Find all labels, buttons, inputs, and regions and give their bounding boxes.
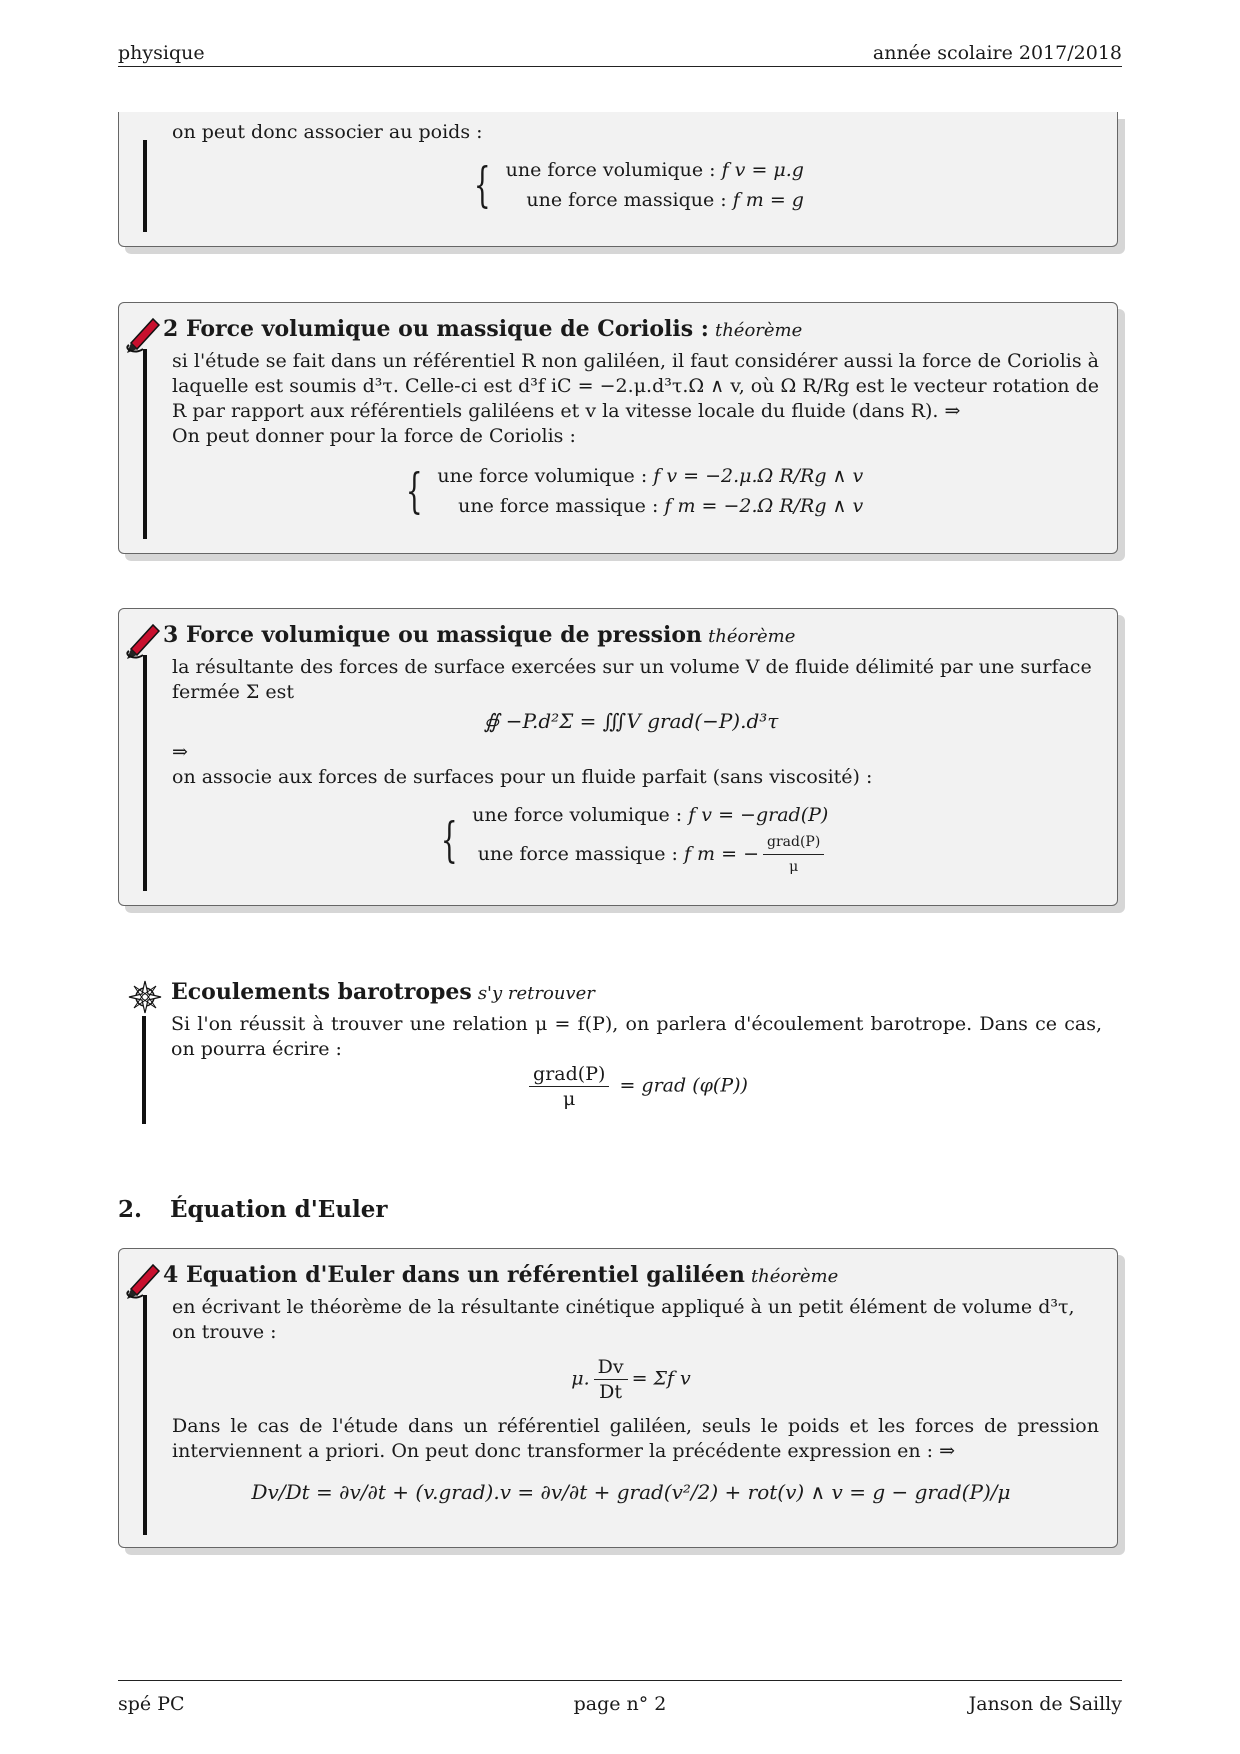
barotropic-equation: $\frac{\text{grad(P)}}{\mu}$ = grad (φ(P)) bbox=[171, 1062, 1102, 1111]
pressure-eq2: une force massique : f m = − $\frac{\text{grad(P)}}{\mu}$ bbox=[478, 843, 829, 865]
box-side-bar bbox=[142, 1016, 146, 1124]
retrouver-tag: s'y retrouver bbox=[477, 983, 595, 1004]
footer-class: spé PC bbox=[118, 1693, 185, 1715]
theorem-tag: théorème bbox=[708, 626, 796, 647]
compass-rose-icon bbox=[128, 980, 162, 1014]
section-number: 2. bbox=[118, 1196, 143, 1223]
pressure-paragraph-2: on associe aux forces de surfaces pour un fluide parfait (sans viscosité) : bbox=[172, 766, 873, 788]
pressure-integral-equation: ∯ −P.d²Σ = ∭V grad(−P).d³τ bbox=[483, 709, 779, 733]
theorem-tag: théorème bbox=[750, 1266, 839, 1287]
section-title: Équation d'Euler bbox=[170, 1196, 388, 1223]
euler-theorem-box bbox=[118, 1248, 1118, 1548]
pressure-paragraph: la résultante des forces de surface exercées sur un volume V de fluide délimité par une surface fermée Σ est bbox=[172, 656, 1092, 703]
euler-paragraph-2: Dans le cas de l'étude dans un référentiel galiléen, seuls le poids et les forces de pression interviennent a priori. On peut donc transformer la précédente expression en : ⇒ bbox=[172, 1415, 1099, 1462]
coriolis-eq1: une force volumique : f v = −2.μ.Ω R/Rg ∧ v bbox=[437, 465, 864, 487]
box-side-bar bbox=[143, 140, 147, 232]
weight-force-box bbox=[118, 112, 1118, 247]
pressure-title: 3 Force volumique ou massique de pression bbox=[163, 622, 703, 648]
pressure-theorem-box bbox=[118, 608, 1118, 906]
box-side-bar bbox=[143, 655, 147, 891]
coriolis-system: { une force volumique : f v = −2.μ.Ω R/Rg ∧ v une force massique : f m = −2.Ω R/Rg ∧ v bbox=[405, 463, 864, 519]
euler-equation-1: μ. $\frac{Dv}{Dt}$ = Σf v bbox=[571, 1356, 691, 1403]
pressure-system: { une force volumique : f v = −grad(P) une force massique : f m = − $\frac{\text{grad(P)}}{\mu}$ bbox=[440, 804, 829, 875]
page-header bbox=[118, 40, 1122, 67]
box1-eq1: une force volumique : f v = μ.g bbox=[505, 159, 804, 181]
box-side-bar bbox=[143, 349, 147, 539]
coriolis-title: 2 Force volumique ou massique de Coriolis : bbox=[163, 316, 709, 342]
euler-paragraph: en écrivant le théorème de la résultante cinétique appliqué à un petit élément de volume d³τ, on trouve : bbox=[172, 1296, 1075, 1343]
header-year: année scolaire 2017/2018 bbox=[872, 42, 1122, 64]
coriolis-eq2: une force massique : f m = −2.Ω R/Rg ∧ v bbox=[458, 495, 864, 517]
box-side-bar bbox=[143, 1295, 147, 1535]
coriolis-paragraph-2: On peut donner pour la force de Coriolis : bbox=[172, 425, 576, 447]
barotropic-title: Ecoulements barotropes bbox=[171, 979, 472, 1005]
section-heading bbox=[118, 1196, 388, 1223]
page-footer bbox=[118, 1680, 1122, 1721]
coriolis-theorem-box bbox=[118, 302, 1118, 554]
pressure-eq1: une force volumique : f v = −grad(P) bbox=[472, 804, 829, 826]
euler-title: 4 Equation d'Euler dans un référentiel galiléen bbox=[163, 1262, 745, 1288]
page-number: page n° 2 bbox=[573, 1693, 667, 1715]
implies-symbol: ⇒ bbox=[172, 741, 188, 763]
box1-eq2: une force massique : f m = g bbox=[526, 189, 804, 211]
barotropic-section bbox=[118, 972, 1116, 1132]
euler-equation-2: Dv/Dt = ∂v/∂t + (v.grad).v = ∂v/∂t + grad(v²/2) + rot(v) ∧ v = g − grad(P)/μ bbox=[251, 1480, 1011, 1504]
box1-text: on peut donc associer au poids : bbox=[172, 121, 483, 143]
header-subject: physique bbox=[118, 42, 205, 64]
box1-system: { une force volumique : f v = μ.g une force massique : f m = g bbox=[473, 157, 804, 213]
footer-school: Janson de Sailly bbox=[968, 1693, 1122, 1715]
coriolis-paragraph: si l'étude se fait dans un référentiel R non galiléen, il faut considérer aussi la force de Coriolis à laquelle est soumis d³τ. Celle-ci est d³f iC = −2.μ.d³τ.Ω ∧ v, où Ω R/Rg est le vecteur rotation de R par rapport aux référentiels galiléens et v la vitesse locale du fluide (dans R). ⇒ bbox=[172, 350, 1099, 422]
barotropic-paragraph: Si l'on réussit à trouver une relation μ = f(P), on parlera d'écoulement barotrope. Dans ce cas, on pourra écrire : bbox=[171, 1013, 1102, 1060]
theorem-tag: théorème bbox=[714, 320, 803, 341]
